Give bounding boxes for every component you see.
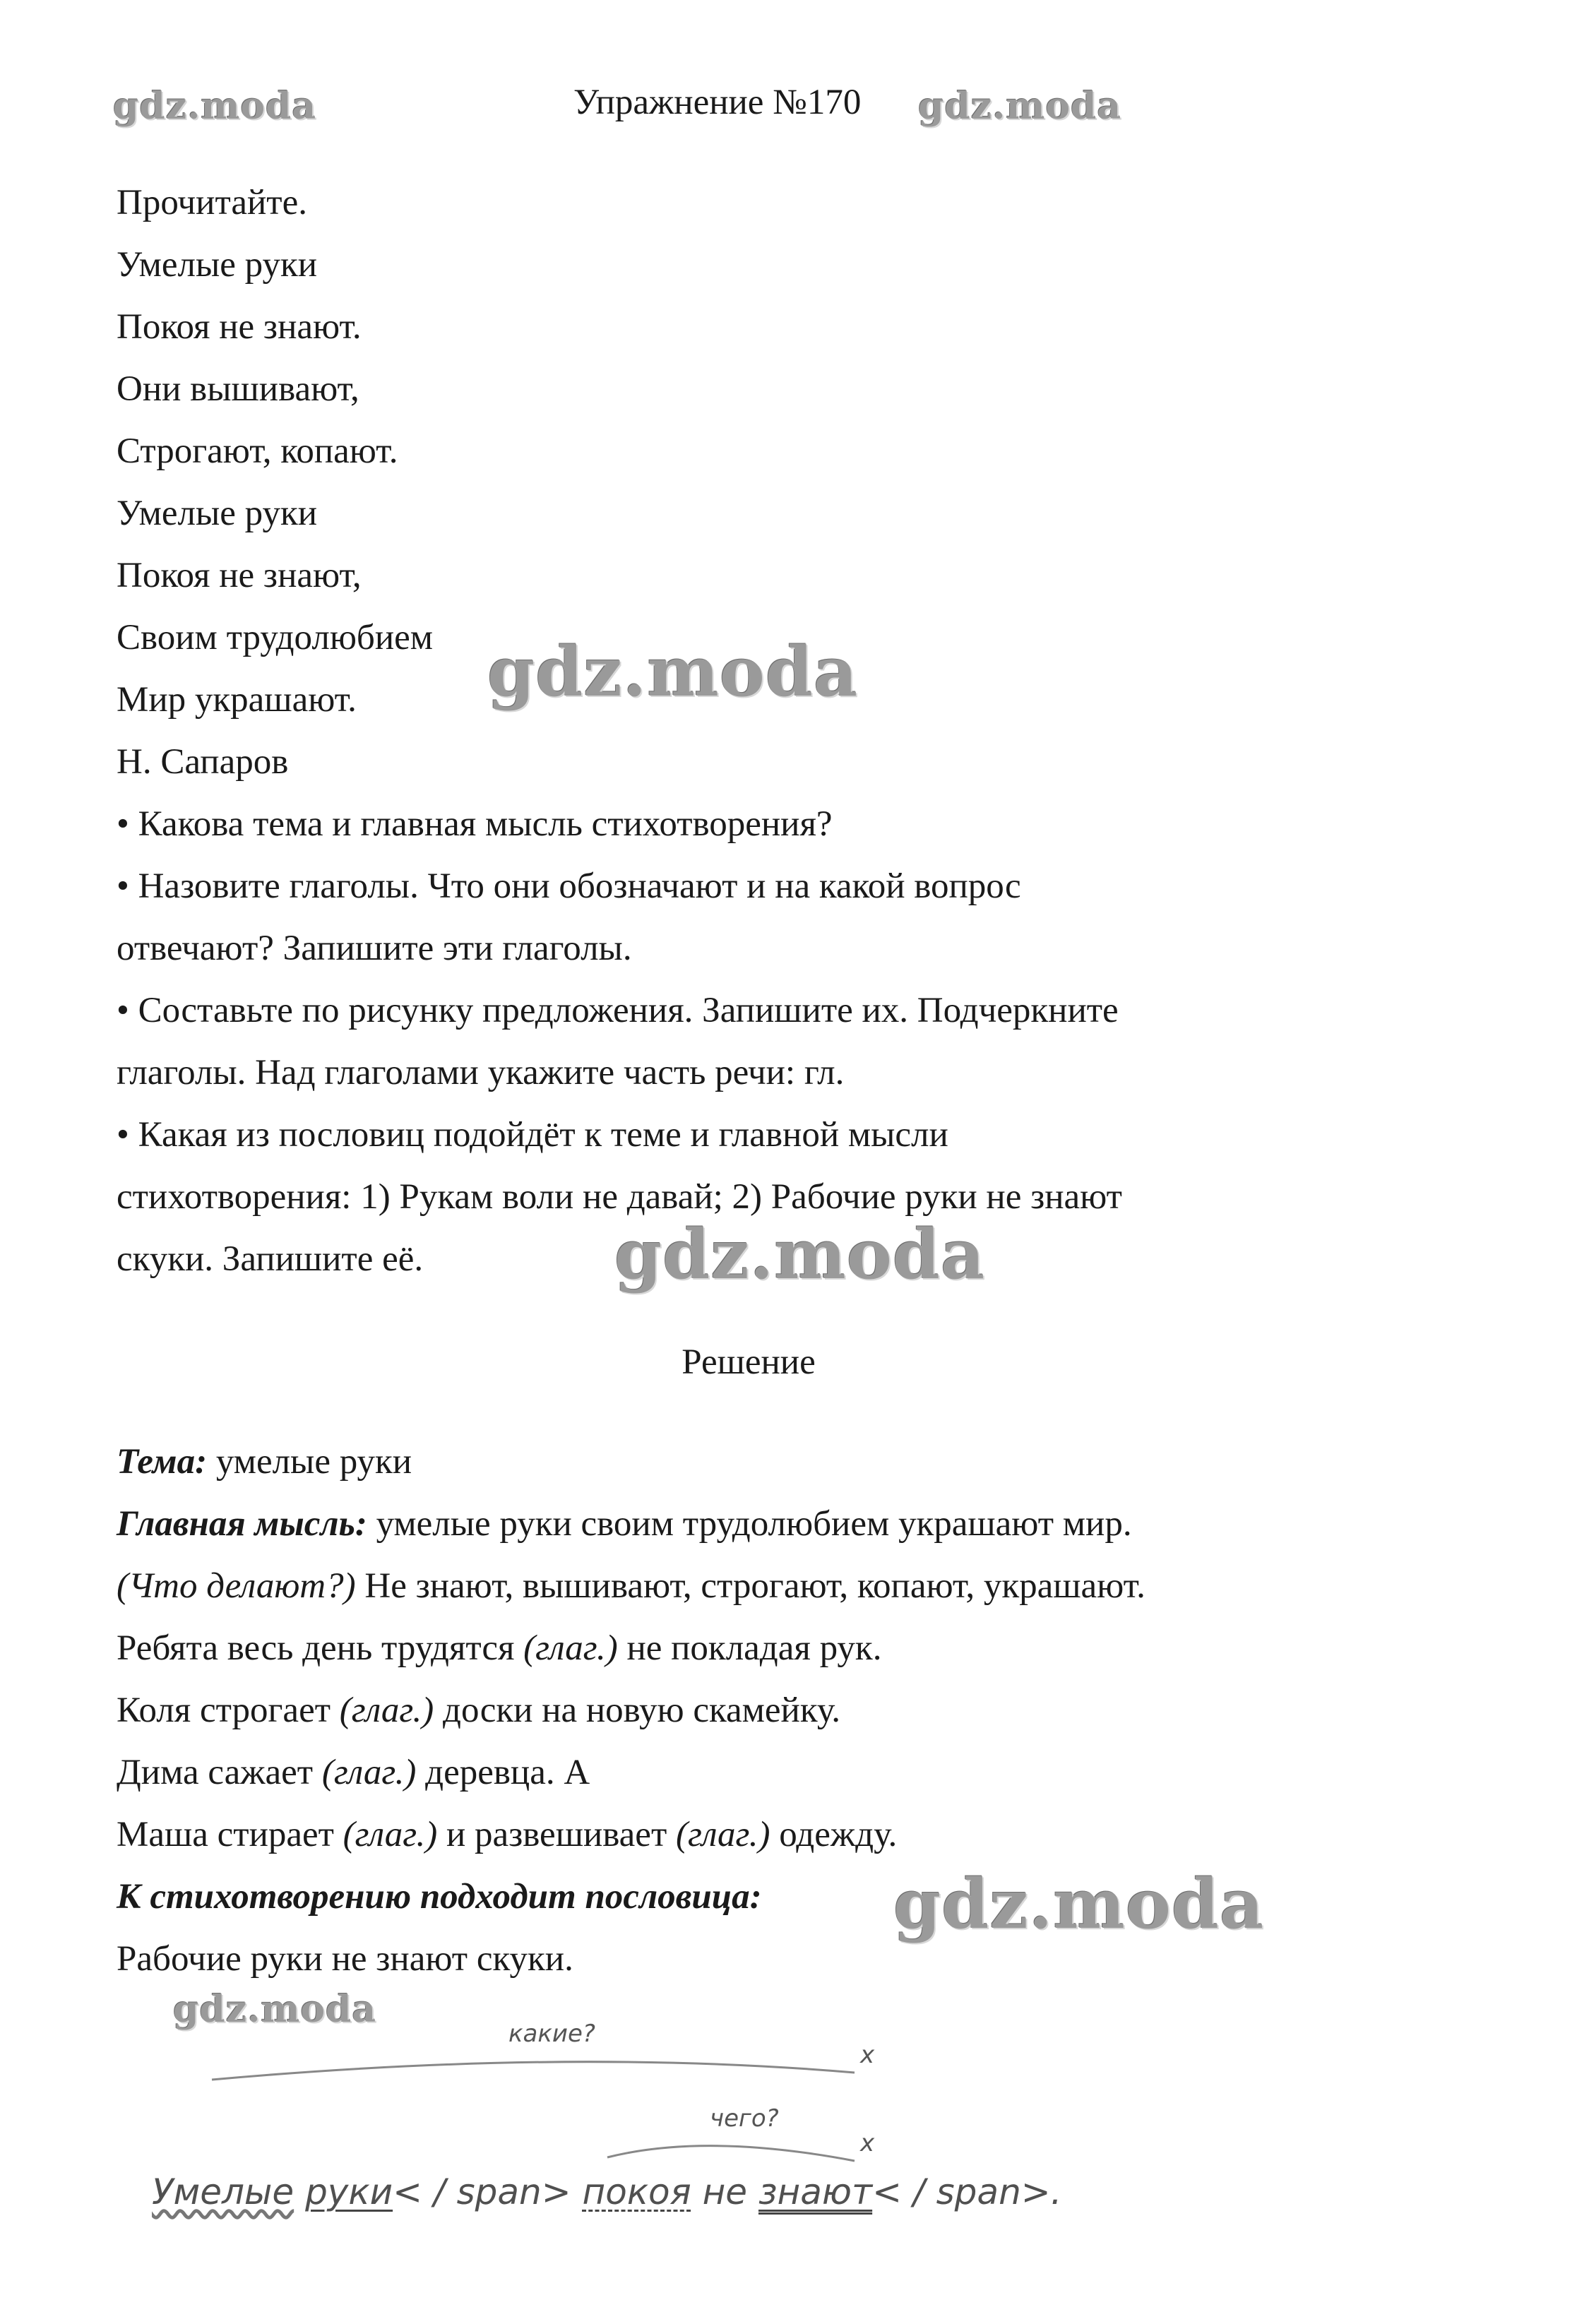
watermark-top-left: gdz.moda (113, 85, 317, 128)
sentence-text: и развешивает (437, 1815, 676, 1854)
solution-heading: Решение (682, 1342, 816, 1382)
task-line: Покоя не знают. (117, 307, 362, 347)
theme-label: Тема: (117, 1442, 208, 1482)
task-line: Прочитайте. (117, 183, 307, 222)
theme-text: умелые руки (207, 1442, 412, 1482)
task-line: Своим трудолюбием (117, 618, 434, 657)
sentence-text: доски на новую скамейку. (434, 1691, 841, 1730)
proverb-label: К стихотворению подходит пословица: (117, 1877, 762, 1917)
word-subject: руки (305, 2171, 393, 2212)
task-line: Они вышивают, (117, 369, 359, 409)
cross-mark: x (860, 2041, 875, 2069)
arc-1 (212, 2062, 855, 2080)
task-line: Мир украшают. (117, 680, 357, 720)
task-question: стихотворения: 1) Рукам воли не давай; 2) Рабочие руки не знают (117, 1177, 1122, 1217)
idea-label: Главная мысль: (117, 1504, 367, 1544)
task-question: отвечают? Запишите эти глаголы. (117, 929, 632, 968)
task-line: Умелые руки (117, 494, 318, 533)
verb-tag: (глаг.) (321, 1753, 417, 1792)
watermark-mid-1: gdz.moda (487, 632, 859, 712)
verb-question: (Что делают?) (117, 1566, 356, 1606)
task-question: скуки. Запишите её. (117, 1239, 424, 1279)
task-question: глаголы. Над глаголами укажите часть речи: гл. (117, 1053, 845, 1092)
verb-tag: (глаг.) (343, 1815, 438, 1854)
author: Н. Сапаров (117, 742, 289, 782)
html-tag-artifact: < / span> (393, 2171, 571, 2212)
task-question: • Назовите глаголы. Что они обозначают и на какой вопрос (117, 866, 1021, 906)
word-predicate: знают (758, 2171, 873, 2212)
question-label: чего? (710, 2104, 779, 2133)
parsed-sentence (152, 2171, 1062, 2212)
watermark-mid-2: gdz.moda (614, 1215, 986, 1294)
task-line: Покоя не знают, (117, 556, 362, 595)
task-line: Умелые руки (117, 245, 318, 285)
verb-tag: (глаг.) (339, 1691, 434, 1730)
sentence-text: не покладая рук. (617, 1628, 882, 1668)
sentence-text: деревца. А (416, 1753, 590, 1792)
verb-tag: (глаг.) (523, 1628, 618, 1668)
sentence-text: одежду. (770, 1815, 898, 1854)
watermark-top-right: gdz.moda (918, 85, 1122, 128)
task-question: • Какая из пословиц подойдёт к теме и главной мысли (117, 1115, 948, 1155)
proverb: Рабочие руки не знают скуки. (117, 1939, 573, 1979)
watermark-mid-3: gdz.moda (893, 1864, 1265, 1944)
sentence-text: Ребята весь день трудятся (117, 1628, 524, 1668)
watermark-bottom-small: gdz.moda (173, 1988, 377, 2031)
verbs-list: Не знают, вышивают, строгают, копают, украшают. (355, 1566, 1145, 1606)
verb-tag: (глаг.) (675, 1815, 770, 1854)
task-question: • Какова тема и главная мысль стихотворения? (117, 804, 833, 844)
task-question: • Составьте по рисунку предложения. Запишите их. Подчеркните (117, 991, 1119, 1030)
arc-2 (607, 2146, 855, 2161)
html-tag-artifact: < / span>. (872, 2171, 1062, 2212)
word-particle: не (702, 2171, 748, 2212)
sentence-text: Маша стирает (117, 1815, 343, 1854)
page-title: Упражнение №170 (573, 83, 862, 122)
sentence-text: Коля строгает (117, 1691, 340, 1730)
word-object: покоя (582, 2171, 691, 2212)
question-label: какие? (508, 2020, 595, 2048)
task-line: Строгают, копают. (117, 431, 398, 471)
word-adjective: Умелые (152, 2171, 294, 2212)
cross-mark: x (860, 2129, 875, 2157)
idea-text: умелые руки своим трудолюбием украшают мир. (367, 1504, 1132, 1544)
sentence-text: Дима сажает (117, 1753, 322, 1792)
